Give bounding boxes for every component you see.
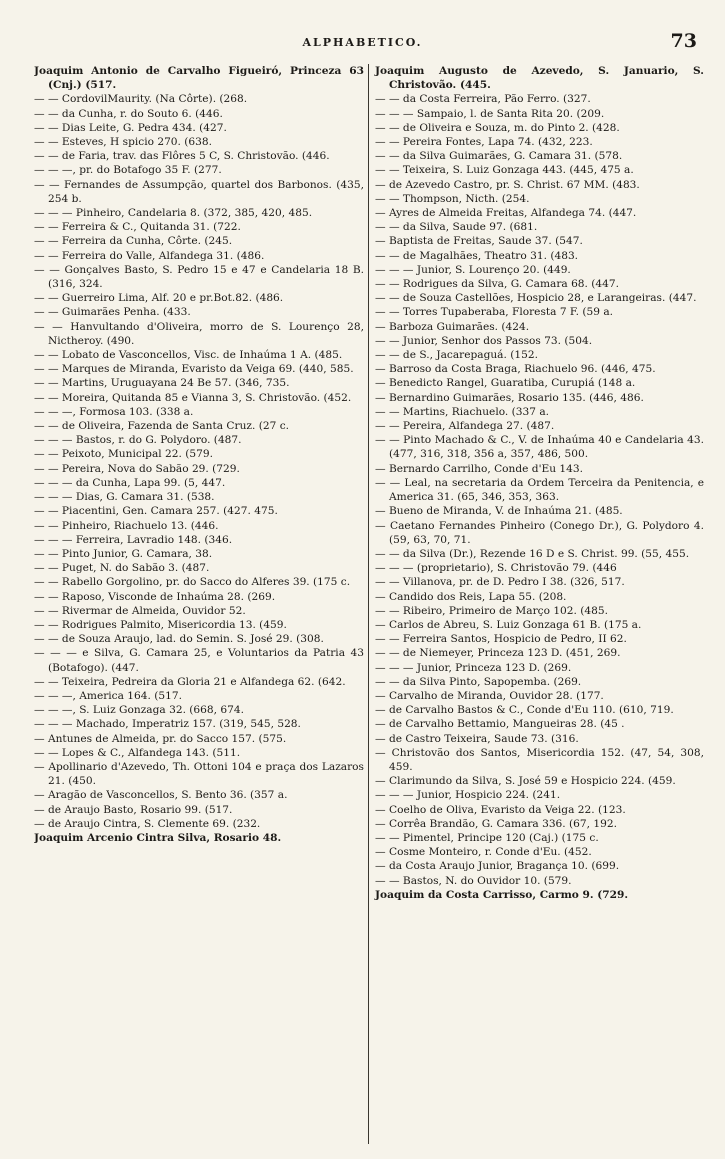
directory-entry: — Cosme Monteiro, r. Conde d'Eu. (452. [375,846,592,859]
directory-entry: — Apollinario d'Azevedo, Th. Ottoni 104 e praça dos Lazaros 21. (450. [34,760,364,788]
directory-entry: — — Puget, N. do Sabão 3. (487. [34,562,210,575]
directory-columns [34,64,704,1144]
directory-entry: — — — (proprietario), S. Christovão 79. (446 [375,562,617,575]
directory-entry: — — — Junior, Princeza 123 D. (269. [375,661,572,674]
directory-entry: — Christovão dos Santos, Misericordia 152. (47, 54, 308, 459. [375,746,704,773]
directory-entry: — — Martins, Uruguayana 24 Be 57. (346, 735. [34,377,290,390]
directory-entry: — Aragão de Vasconcellos, S. Bento 36. (357 a. [34,789,288,802]
directory-entry: — Carvalho de Miranda, Ouvidor 28. (177. [375,689,604,702]
directory-entry: — — —, America 164. (517. [34,689,182,702]
directory-entry: — — Rabello Gorgolino, pr. do Sacco do Alferes 39. (175 c. [34,576,351,589]
directory-entry: — — Ferreira Santos, Hospicio de Pedro, II 62. [375,633,627,646]
directory-entry: — — Marques de Miranda, Evaristo da Veiga 69. (440, 585. [34,363,354,376]
directory-entry: — — da Silva, Saude 97. (681. [375,221,538,234]
directory-entry: — de Araujo Cintra, S. Clemente 69. (232. [34,817,261,830]
directory-entry: — de Araujo Basto, Rosario 99. (517. [34,803,233,816]
directory-entry: — Coelho de Oliva, Evaristo da Veiga 22. (123. [375,803,626,816]
directory-entry: — — Piacentini, Gen. Camara 257. (427. 475. [34,505,278,518]
directory-entry: — — Pereira, Alfandega 27. (487. [375,420,555,433]
directory-entry: — — Thompson, Nicth. (254. [375,192,530,205]
directory-entry: — — —, Formosa 103. (338 a. [34,405,194,418]
directory-entry: — — da Silva (Dr.), Rezende 16 D e S. Christ. 99. (55, 455. [375,547,690,560]
directory-entry: — — Teixeira, Pedreira da Gloria 21 e Alfandega 62. (642. [34,675,346,688]
directory-entry: — — de Oliveira, Fazenda de Santa Cruz. (27 c. [34,420,289,433]
directory-entry: — — — Machado, Imperatriz 157. (319, 545, 528. [34,718,301,731]
directory-entry: — de Castro Teixeira, Saude 73. (316. [375,732,579,745]
directory-entry: Joaquim da Costa Carrisso, Carmo 9. (729. [375,888,629,901]
running-title: ALPHABETICO. [302,36,423,49]
directory-entry: — Baptista de Freitas, Saude 37. (547. [375,235,583,248]
directory-entry: — — Martins, Riachuelo. (337 a. [375,405,550,418]
directory-entry: — Bernardino Guimarães, Rosario 135. (446, 486. [375,391,644,404]
directory-entry: — de Carvalho Bastos & C., Conde d'Eu 110. (610, 719. [375,704,674,717]
directory-entry: — — Ribeiro, Primeiro de Março 102. (485. [375,604,608,617]
directory-entry: — — Gonçalves Basto, S. Pedro 15 e 47 e Candelaria 18 B. (316, 324. [34,263,364,291]
directory-entry: — — — e Silva, G. Camara 25, e Voluntarios da Patria 43 (Botafogo). (447. [34,647,364,674]
directory-entry: — Candido dos Reis, Lapa 55. (208. [375,590,567,603]
directory-entry: — Barroso da Costa Braga, Riachuelo 96. (446, 475. [375,363,656,376]
directory-entry: — — Dias Leite, G. Pedra 434. (427. [34,121,227,134]
directory-entry: — — — da Cunha, Lapa 99. (5, 447. [34,476,226,489]
directory-entry: — — — Ferreira, Lavradio 148. (346. [34,533,233,546]
directory-entry: — — de Magalhães, Theatro 31. (483. [375,249,579,262]
directory-entry: — — Bastos, N. do Ouvidor 10. (579. [375,874,572,887]
page-header [0,30,725,54]
directory-entry: — — Ferreira da Cunha, Côrte. (245. [34,235,233,248]
directory-entry: — — Pinto Junior, G. Camara, 38. [34,547,213,560]
directory-entry: — Ayres de Almeida Freitas, Alfandega 74. (447. [375,207,637,220]
directory-entry: — — da Silva Guimarães, G. Camara 31. (578. [375,150,623,163]
directory-entry: — — — Pinheiro, Candelaria 8. (372, 385, 420, 485. [34,207,313,220]
directory-entry: — — Rodrigues da Silva, G. Camara 68. (447. [375,278,620,291]
directory-entry: — — de Souza Araujo, lad. do Semin. S. José 29. (308. [34,633,324,646]
directory-entry: — — Pinto Machado & C., V. de Inhaúma 40 e Candelaria 43. (477, 316, 318, 356 a, 357, 486, 500. [375,434,704,461]
directory-entry: — Corrêa Brandão, G. Camara 336. (67, 192. [375,817,617,830]
page-number: 73 [670,30,697,52]
directory-entry: — — Pereira Fontes, Lapa 74. (432, 223. [375,136,593,149]
directory-entry: — Bernardo Carrilho, Conde d'Eu 143. [375,462,584,475]
directory-entry: — — CordovilMaurity. (Na Côrte). (268. [34,93,248,106]
directory-entry: — — de Faria, trav. das Flôres 5 C, S. Christovão. (446. [34,150,330,163]
directory-entry: — da Costa Araujo Junior, Bragança 10. (699. [375,860,620,873]
directory-entry: — — Pinheiro, Riachuelo 13. (446. [34,519,219,532]
directory-entry: — — Lobato de Vasconcellos, Visc. de Inhaúma 1 A. (485. [34,349,343,362]
directory-entry: — — —, pr. do Botafogo 35 F. (277. [34,164,222,177]
directory-entry: — — Pimentel, Principe 120 (Caj.) (175 c. [375,831,599,844]
directory-entry: — — — Junior, Hospicio 224. (241. [375,789,561,802]
directory-entry: — — Ferreira do Valle, Alfandega 31. (486. [34,249,265,262]
directory-entry: — — Junior, Senhor dos Passos 73. (504. [375,334,593,347]
directory-entry: — — de S., Jacarepaguá. (152. [375,349,538,362]
directory-entry: — — de Souza Castellões, Hospicio 28, e Larangeiras. (447. [375,292,697,305]
directory-entry: — — Hanvultando d'Oliveira, morro de S. Lourenço 28, Nictheroy. (490. [34,320,364,347]
directory-entry: — Bueno de Miranda, V. de Inhaúma 21. (485. [375,505,623,518]
directory-entry: — — Fernandes de Assumpção, quartel dos Barbonos. (435, 254 b. [34,178,364,205]
directory-entry: — Carlos de Abreu, S. Luiz Gonzaga 61 B. (175 a. [375,618,642,631]
directory-entry: — Barboza Guimarães. (424. [375,320,530,333]
directory-entry: — — Esteves, H spicio 270. (638. [34,136,212,149]
directory-entry: — — Moreira, Quitanda 85 e Vianna 3, S. Christovão. (452. [34,391,352,404]
right-column [369,64,704,1144]
directory-entry: Joaquim Arcenio Cintra Silva, Rosario 48. [34,831,282,844]
directory-entry: — de Azevedo Castro, pr. S. Christ. 67 MM. (483. [375,178,640,191]
directory-entry: — — Ferreira & C., Quitanda 31. (722. [34,221,241,234]
directory-entry: — — —, S. Luiz Gonzaga 32. (668, 674. [34,704,244,717]
directory-entry: — — de Oliveira e Souza, m. do Pinto 2. (428. [375,121,620,134]
directory-entry: — — Raposo, Visconde de Inhaúma 28. (269. [34,590,276,603]
directory-entry: — — Torres Tupaberaba, Floresta 7 F. (59 a. [375,306,614,319]
directory-entry: — — Teixeira, S. Luiz Gonzaga 443. (445, 475 a. [375,164,634,177]
directory-entry: — — Pereira, Nova do Sabão 29. (729. [34,462,240,475]
directory-entry: — Clarimundo da Silva, S. José 59 e Hospicio 224. (459. [375,775,676,788]
directory-entry: — — Leal, na secretaria da Ordem Terceira da Penitencia, e America 31. (65, 346, 353, 363. [375,476,704,504]
directory-entry: — Benedicto Rangel, Guaratiba, Curupiá (148 a. [375,377,636,390]
directory-entry: — — da Cunha, r. do Souto 6. (446. [34,107,223,120]
directory-entry: — — Lopes & C., Alfandega 143. (511. [34,746,241,759]
directory-entry: — de Carvalho Bettamio, Mangueiras 28. (45 . [375,718,625,731]
directory-entry: — — — Bastos, r. do G. Polydoro. (487. [34,434,242,447]
directory-entry: — Antunes de Almeida, pr. do Sacco 157. (575. [34,732,287,745]
directory-entry: — — Peixoto, Municipal 22. (579. [34,448,213,461]
directory-entry: — — — Sampaio, l. de Santa Rita 20. (209. [375,107,605,120]
directory-entry: — — da Costa Ferreira, Pão Ferro. (327. [375,93,591,106]
directory-entry: — — da Silva Pinto, Sapopemba. (269. [375,675,582,688]
directory-entry: — — Rivermar de Almeida, Ouvidor 52. [34,604,246,617]
left-column [34,64,369,1144]
directory-entry: — — Guimarães Penha. (433. [34,306,191,319]
directory-entry: Joaquim Antonio de Carvalho Figueiró, Princeza 63 (Cnj.) (517. [34,65,364,92]
directory-entry: Joaquim Augusto de Azevedo, S. Januario, S. Christovão. (445. [375,65,704,92]
directory-entry: — Caetano Fernandes Pinheiro (Conego Dr.), G. Polydoro 4. (59, 63, 70, 71. [375,519,704,546]
directory-entry: — — Rodrigues Palmito, Misericordia 13. (459. [34,618,287,631]
directory-entry: — — de Niemeyer, Princeza 123 D. (451, 269. [375,647,621,660]
directory-entry: — — — Dias, G. Camara 31. (538. [34,491,215,504]
directory-entry: — — — Junior, S. Lourenço 20. (449. [375,263,571,276]
directory-entry: — — Guerreiro Lima, Alf. 20 e pr.Bot.82. (486. [34,292,284,305]
directory-entry: — — Villanova, pr. de D. Pedro I 38. (326, 517. [375,576,625,589]
